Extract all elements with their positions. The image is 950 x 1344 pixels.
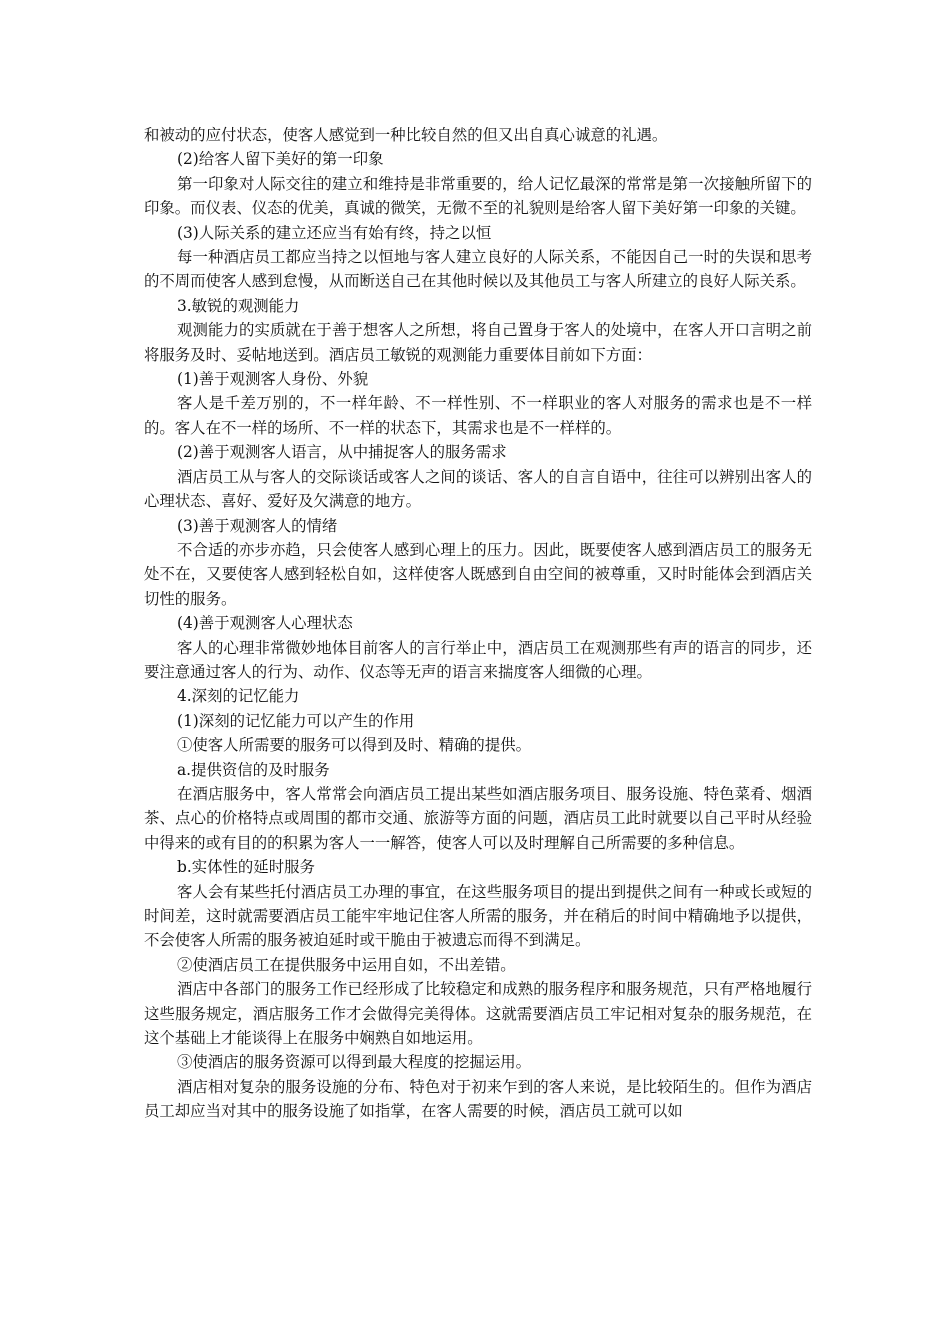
body-paragraph: 酒店中各部门的服务工作已经形成了比较稳定和成熟的服务程序和服务规范，只有严格地履行这些服务规定，酒店服务工作才会做得完美得体。这就需要酒店员工牢记相对复杂的服务规范，在这个基础上才能谈得上在服务中娴熟自如地运用。 [144, 980, 812, 1048]
subheading: (3)人际关系的建立还应当有始有终，持之以恒 [177, 223, 492, 242]
list-item-heading: b.实体性的延时服务 [177, 858, 315, 877]
section-heading: 3.敏锐的观测能力 [177, 296, 300, 315]
body-paragraph: 观测能力的实质就在于善于想客人之所想，将自己置身于客人的处境中，在客人开口言明之前将服务及时、妥帖地送到。酒店员工敏锐的观测能力重要体目前如下方面： [144, 321, 812, 364]
body-paragraph: 在酒店服务中，客人常常会向酒店员工提出某些如酒店服务项目、服务设施、特色菜肴、烟酒茶、点心的价格特点或周围的都市交通、旅游等方面的问题，酒店员工此时就要以自己平时从经验中得来的或有目的的积累为客人一一解答，使客人可以及时理解自己所需要的多种信息。 [144, 784, 812, 852]
body-paragraph: 第一印象对人际交往的建立和维持是非常重要的，给人记忆最深的常常是第一次接触所留下的印象。而仪表、仪态的优美，真诚的微笑，无微不至的礼貌则是给客人留下美好第一印象的关键。 [144, 174, 812, 218]
document-page [144, 123, 812, 1124]
list-item-heading: ②使酒店员工在提供服务中运用自如，不出差错。 [177, 955, 516, 974]
body-paragraph: 客人会有某些托付酒店员工办理的事宜，在这些服务项目的提出到提供之间有一种或长或短的时间差，这时就需要酒店员工能牢牢地记住客人所需的服务，并在稍后的时间中精确地予以提供，不会使客人所需的服务被迫延时或干脆由于被遗忘而得不到满足。 [144, 882, 812, 950]
body-paragraph: 客人是千差万别的，不一样年龄、不一样性别、不一样职业的客人对服务的需求也是不一样的。客人在不一样的场所、不一样的状态下，其需求也是不一样样的。 [144, 394, 812, 437]
list-item-heading: ③使酒店的服务资源可以得到最大程度的挖掘运用。 [177, 1053, 531, 1072]
subheading: (2)善于观测客人语言，从中捕捉客人的服务需求 [177, 443, 507, 462]
subheading: (1)善于观测客人身份、外貌 [177, 370, 369, 389]
subheading: (4)善于观测客人心理状态 [177, 614, 353, 633]
subheading: (1)深刻的记忆能力可以产生的作用 [177, 711, 415, 730]
body-paragraph: 不合适的亦步亦趋，只会使客人感到心理上的压力。因此，既要使客人感到酒店员工的服务无处不在，又要使客人感到轻松自如，这样使客人既感到自由空间的被尊重，又时时能体会到酒店关切性的服务。 [144, 540, 812, 608]
subheading: (2)给客人留下美好的第一印象 [177, 150, 384, 169]
subheading: (3)善于观测客人的情绪 [177, 516, 338, 535]
body-paragraph: 酒店相对复杂的服务设施的分布、特色对于初来乍到的客人来说，是比较陌生的。但作为酒店员工却应当对其中的服务设施了如指掌，在客人需要的时候，酒店员工就可以如 [144, 1077, 812, 1121]
body-paragraph: 每一种酒店员工都应当持之以恒地与客人建立良好的人际关系，不能因自己一时的失误和思考的不周而使客人感到怠慢，从而断送自己在其他时候以及其他员工与客人所建立的良好人际关系。 [144, 248, 812, 291]
body-paragraph: 酒店员工从与客人的交际谈话或客人之间的谈话、客人的自言自语中，往往可以辨别出客人的心理状态、喜好、爱好及欠满意的地方。 [144, 467, 812, 511]
paragraph-continuation: 和被动的应付状态，使客人感觉到一种比较自然的但又出自真心诚意的礼遇。 [144, 126, 668, 144]
body-paragraph: 客人的心理非常微妙地体目前客人的言行举止中，酒店员工在观测那些有声的语言的同步，还要注意通过客人的行为、动作、仪态等无声的语言来揣度客人细微的心理。 [144, 638, 812, 681]
section-heading: 4.深刻的记忆能力 [177, 687, 300, 706]
list-item-heading: ①使客人所需要的服务可以得到及时、精确的提供。 [177, 736, 531, 755]
list-item-heading: a.提供资信的及时服务 [177, 760, 330, 779]
